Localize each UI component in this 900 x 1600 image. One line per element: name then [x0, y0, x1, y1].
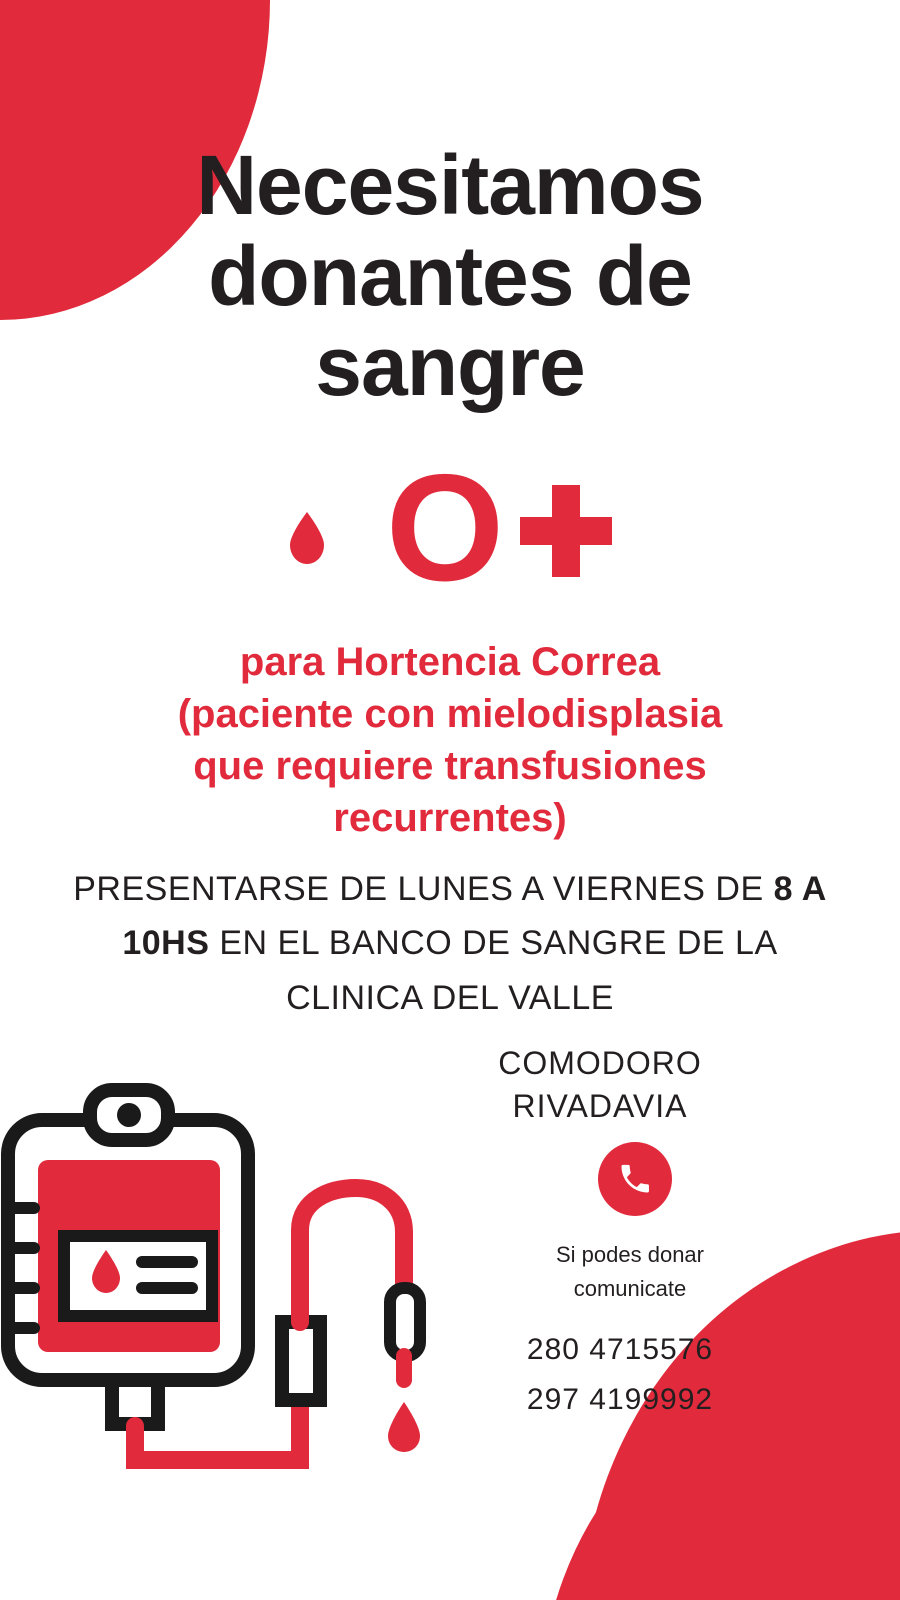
phone-badge[interactable] [598, 1142, 672, 1216]
blood-bag-illustration [0, 1050, 440, 1490]
headline-line-3: sangre [315, 319, 585, 414]
cta-line-1: Si podes donar [556, 1242, 704, 1267]
contact-phone-numbers [460, 1325, 780, 1424]
patient-line-2: (paciente con mielodisplasia [177, 692, 723, 736]
instructions-text [50, 862, 850, 1025]
patient-line-4: recurrentes) [333, 796, 567, 840]
cta-text [460, 1238, 800, 1306]
city-name [430, 1042, 770, 1128]
instructions-part-1: PRESENTARSE DE LUNES A VIERNES DE [73, 870, 774, 908]
city-line-1: COMODORO [498, 1045, 702, 1081]
headline-line-2: donantes de [208, 228, 692, 323]
patient-line-3: que requiere transfusiones [193, 744, 707, 788]
city-line-2: RIVADAVIA [512, 1088, 688, 1125]
phone-number-2[interactable]: 297 4199992 [526, 1382, 714, 1416]
blood-drop-icon [288, 512, 326, 564]
page-title [0, 140, 900, 412]
blood-type-letter: O [385, 443, 503, 613]
phone-number-1[interactable]: 280 4715576 [526, 1333, 714, 1366]
instructions-hours: 8 A 10HS [122, 870, 827, 963]
cta-line-2: comunicate [573, 1276, 687, 1302]
patient-line-1: para Hortencia Correa [239, 640, 661, 684]
patient-info [60, 636, 840, 844]
headline-line-1: Necesitamos [196, 138, 704, 232]
phone-icon [617, 1161, 653, 1197]
blood-type-group [0, 443, 900, 613]
blood-type-plus-icon [520, 485, 612, 577]
instructions-part-2: EN EL BANCO DE SANGRE DE LA CLINICA DEL VALLE [209, 924, 778, 1017]
